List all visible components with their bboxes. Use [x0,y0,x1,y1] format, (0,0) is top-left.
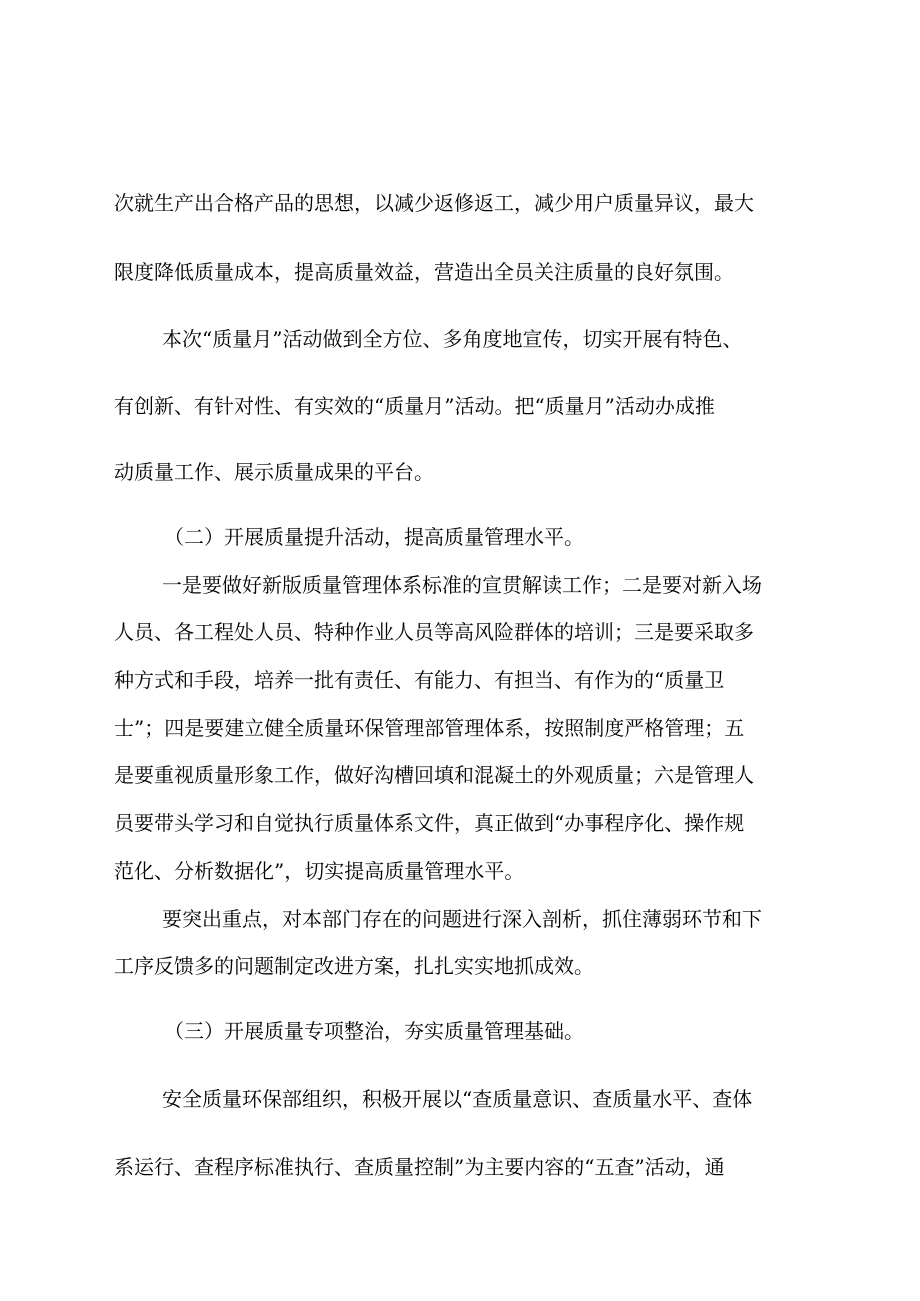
text-line-4: 有创新、有针对性、有实效的“质量月”活动。把“质量月”活动办成推 [114,394,715,418]
text-line-17: 安全质量环保部组织，积极开展以“查质量意识、查质量水平、查体 [162,1087,753,1111]
text-line-3: 本次“质量月”活动做到全方位、多角度地宣传，切实开展有特色、 [162,327,743,351]
text-line-8: 人员、各工程处人员、特种作业人员等高风险群体的培训；三是要采取多 [114,620,754,644]
section-heading-3: （三）开展质量专项整治，夯实质量管理基础。 [164,1019,584,1043]
text-line-1: 次就生产出合格产品的思想，以减少返修返工，减少用户质量异议，最大 [114,191,754,215]
text-line-18: 系运行、查程序标准执行、查质量控制”为主要内容的“五查”活动，通 [114,1155,725,1179]
text-line-2: 限度降低质量成本，提高质量效益，营造出全员关注质量的良好氛围。 [114,260,734,284]
text-line-12: 员要带头学习和自觉执行质量体系文件，真正做到“办事程序化、操作规 [114,811,745,835]
text-line-10: 士”；四是要建立健全质量环保管理部管理体系，按照制度严格管理；五 [114,716,745,740]
text-line-7: 一是要做好新版质量管理体系标准的宣贯解读工作；二是要对新入场 [162,573,762,597]
text-line-11: 是要重视质量形象工作，做好沟槽回填和混凝土的外观质量；六是管理人 [114,763,754,787]
text-line-15: 工序反馈多的问题制定改进方案，扎扎实实地抓成效。 [114,954,594,978]
text-line-9: 种方式和手段，培养一批有责任、有能力、有担当、有作为的“质量卫 [114,668,725,692]
text-line-14: 要突出重点，对本部门存在的问题进行深入剖析，抓住薄弱环节和下 [162,907,762,931]
section-heading-2: （二）开展质量提升活动，提高质量管理水平。 [164,525,584,549]
text-line-5: 动质量工作、展示质量成果的平台。 [114,460,434,484]
text-line-13: 范化、分析数据化”，切实提高质量管理水平。 [114,859,525,883]
